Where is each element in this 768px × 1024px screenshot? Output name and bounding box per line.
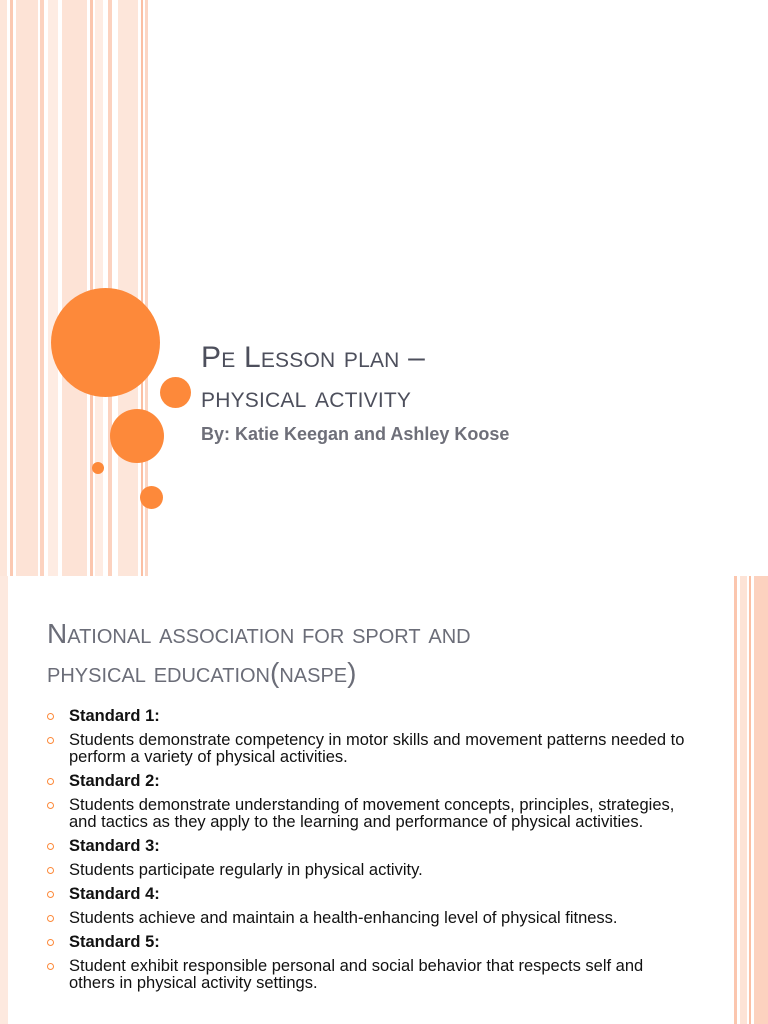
bullet-circle-icon [47,939,54,946]
bullet-circle-icon [47,802,54,809]
list-item-text: Students participate regularly in physical activity. [69,861,423,879]
bullet-circle-icon [47,737,54,744]
list-item [47,934,687,951]
list-item [47,838,687,855]
stripe [118,0,138,576]
bullet-circle-icon [47,867,54,874]
slide-title [201,338,425,418]
stripe [754,576,768,1024]
stripe [90,0,93,576]
bullet-circle-icon [47,778,54,785]
stripe [48,0,58,576]
stripe [40,0,44,576]
list-item [47,797,687,831]
title-line-2: physical activity [201,381,412,414]
stripe [10,0,13,576]
list-item-text: Standard 1: [69,707,160,725]
list-item [47,773,687,790]
slide-heading [47,614,667,692]
list-item [47,886,687,903]
list-item [47,708,687,725]
list-item-text: Standard 3: [69,837,160,855]
list-item-text: Standard 2: [69,772,160,790]
bullet-circle-icon [47,843,54,850]
stripe [749,576,751,1024]
content-slide [0,576,768,1024]
list-item-text: Standard 5: [69,933,160,951]
title-line-1: Pe Lesson plan – [201,341,425,374]
bullet-circle-icon [47,963,54,970]
stripe [734,576,737,1024]
slide-subtitle: By: Katie Keegan and Ashley Koose [201,424,510,444]
bullet-circle-icon [47,713,54,720]
stripe [0,0,7,576]
list-item-text: Standard 4: [69,885,160,903]
stripe [16,0,38,576]
decorative-circle-large [51,288,160,397]
list-item [47,732,687,766]
list-item-text: Student exhibit responsible personal and social behavior that respects self and others in physical activity settings. [69,957,644,992]
decorative-circle-medium [110,409,164,463]
list-item-text: Students demonstrate understanding of movement concepts, principles, strategies, and tactics as they apply to the learning and performance of physical activities. [69,796,675,831]
list-item-text: Students demonstrate competency in motor skills and movement patterns needed to perform a variety of physical activities. [69,731,685,766]
list-item [47,958,687,992]
decorative-circle-tiny [92,462,104,474]
standards-list [47,708,687,999]
stripe [740,576,747,1024]
heading-line-2: physical education(naspe) [47,657,357,688]
list-item [47,910,687,927]
decorative-circle-small [140,486,163,509]
decorative-stripes [0,0,150,576]
list-item-text: Students achieve and maintain a health-enhancing level of physical fitness. [69,909,618,927]
list-item [47,862,687,879]
bullet-circle-icon [47,915,54,922]
stripe [62,0,87,576]
stripe [0,576,8,1024]
bullet-circle-icon [47,891,54,898]
decorative-circle-small [160,377,191,408]
heading-line-1: National association for sport and [47,618,471,649]
